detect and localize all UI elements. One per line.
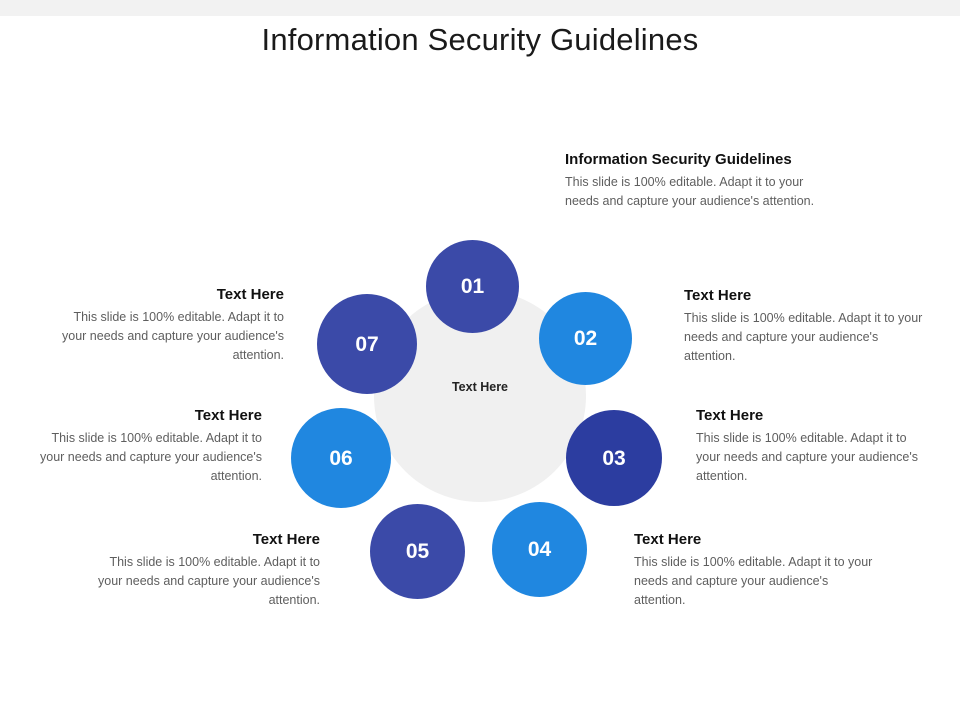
text-block-07-body: This slide is 100% editable. Adapt it to your needs and capture your audience's attention.: [62, 310, 284, 362]
text-block-06: [26, 406, 262, 486]
bottom-strip: [0, 702, 960, 720]
text-block-01-heading: Information Security Guidelines: [565, 151, 792, 168]
node-circle-06[interactable]: [291, 408, 391, 508]
node-number-03: 03: [602, 446, 626, 470]
text-block-03-body: This slide is 100% editable. Adapt it to your needs and capture your audience's attention.: [696, 431, 918, 483]
node-circle-05[interactable]: [370, 504, 465, 599]
text-block-07: [48, 285, 284, 365]
text-block-03-heading: Text Here: [696, 407, 764, 424]
text-block-04-heading: Text Here: [634, 531, 702, 548]
node-number-01: 01: [460, 275, 485, 298]
node-number-04: 04: [527, 538, 552, 561]
node-number-02: 02: [573, 327, 598, 350]
text-block-05-heading: Text Here: [252, 531, 320, 548]
node-number-06: 06: [329, 446, 353, 470]
node-circle-03[interactable]: [566, 410, 662, 506]
text-block-02: [684, 286, 924, 366]
text-block-02-heading: Text Here: [684, 287, 752, 304]
node-circle-01[interactable]: [426, 240, 519, 333]
text-block-01-body: This slide is 100% editable. Adapt it to your needs and capture your audience's attention.: [565, 175, 815, 208]
text-block-01: [565, 150, 815, 211]
node-circle-07[interactable]: [317, 294, 417, 394]
node-number-05: 05: [405, 540, 430, 563]
node-number-07: 07: [355, 332, 379, 356]
center-hub-label: Text Here: [451, 380, 509, 394]
text-block-04: [634, 530, 874, 610]
text-block-02-body: This slide is 100% editable. Adapt it to your needs and capture your audience's attention.: [684, 311, 923, 363]
text-block-05: [86, 530, 320, 610]
page-title: Information Security Guidelines: [261, 22, 699, 57]
text-block-06-heading: Text Here: [194, 407, 262, 424]
text-block-07-heading: Text Here: [216, 286, 284, 303]
node-circle-04[interactable]: [492, 502, 587, 597]
text-block-06-body: This slide is 100% editable. Adapt it to your needs and capture your audience's attention.: [40, 431, 262, 483]
text-block-04-body: This slide is 100% editable. Adapt it to your needs and capture your audience's attention.: [634, 555, 873, 607]
text-block-03: [696, 406, 932, 486]
node-circle-02[interactable]: [539, 292, 632, 385]
text-block-05-body: This slide is 100% editable. Adapt it to your needs and capture your audience's attention.: [98, 555, 320, 607]
top-strip: [0, 0, 960, 16]
